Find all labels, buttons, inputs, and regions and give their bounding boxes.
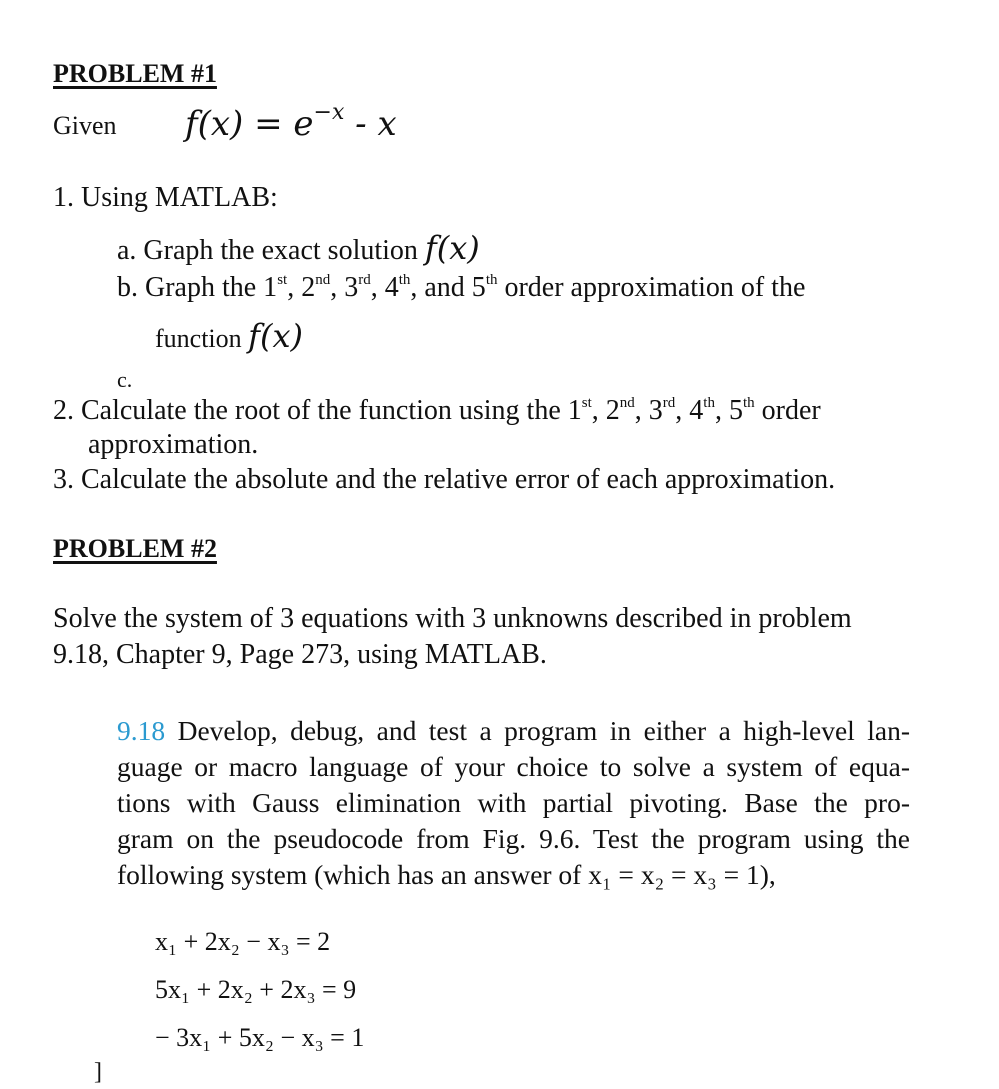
function-tail: - x [344, 104, 397, 144]
item-1b-math: f(x) [248, 317, 304, 355]
problem2-heading: PROBLEM #2 [53, 534, 217, 563]
t: , 2 [287, 272, 316, 303]
item-3: 3. Calculate the absolute and the relative error of each approximation. [53, 464, 836, 495]
t: , 3 [634, 395, 663, 426]
excerpt-line3: tions with Gauss elimination with partial pivoting. Base the pro- [117, 787, 910, 818]
sup: st [581, 395, 592, 411]
equation-1: x₁ + 2x₂ − x₃ = 2 [155, 927, 331, 956]
sup: st [277, 272, 288, 288]
t: order [754, 395, 821, 426]
problem1-heading: PROBLEM #1 [53, 59, 217, 88]
function-exponent: −x [313, 100, 345, 125]
sup: rd [358, 272, 371, 288]
excerpt-line2: guage or macro language of your choice to solve a system of equa- [117, 751, 910, 782]
excerpt-line5: following system (which has an answer of x₁ = x₂ = x₃ = 1), [117, 859, 776, 890]
sup: rd [662, 395, 676, 411]
item-1a [117, 229, 480, 267]
excerpt-line4: gram on the pseudocode from Fig. 9.6. Test the program using the [117, 823, 910, 854]
t: , and 5 [410, 272, 486, 303]
t: 2. Calculate the root of the function using the 1 [53, 395, 582, 426]
item-1a-math: f(x) [424, 229, 480, 267]
function-lhs: f(x) = e [185, 104, 314, 144]
text-cursor-mark: ] [94, 1059, 102, 1085]
t: , 4 [675, 395, 704, 426]
t: , 4 [370, 272, 399, 303]
t: order approximation of the [497, 272, 806, 303]
equation-3: − 3x₁ + 5x₂ − x₃ = 1 [155, 1023, 365, 1052]
t: function [155, 324, 249, 353]
function-definition [185, 100, 397, 144]
sup: th [398, 272, 411, 288]
item-2-line2: approximation. [88, 429, 259, 460]
problem2-intro-line1: Solve the system of 3 equations with 3 unknowns described in problem [53, 603, 852, 634]
item-2 [53, 395, 821, 427]
item-1a-text: a. Graph the exact solution [117, 235, 425, 266]
item-1b-line2 [155, 317, 304, 355]
equation-2: 5x₁ + 2x₂ + 2x₃ = 9 [155, 975, 357, 1004]
t: b. Graph the 1 [117, 272, 278, 303]
problem-number: 9.18 [117, 715, 166, 746]
excerpt-line1 [117, 715, 910, 747]
t: Develop, debug, and test a program in either a high-level lan- [177, 715, 911, 746]
item-1b [117, 272, 805, 304]
t: , 3 [330, 272, 359, 303]
item-1: 1. Using MATLAB: [53, 182, 278, 213]
sup: nd [315, 272, 331, 288]
sup: nd [619, 395, 635, 411]
problem2-intro-line2: 9.18, Chapter 9, Page 273, using MATLAB. [53, 639, 547, 670]
t: , 5 [714, 395, 743, 426]
t: , 2 [591, 395, 620, 426]
item-1c: c. [117, 367, 133, 392]
sup: th [485, 272, 498, 288]
sup: th [703, 395, 715, 411]
sup: th [742, 395, 755, 411]
given-label: Given [53, 111, 117, 140]
